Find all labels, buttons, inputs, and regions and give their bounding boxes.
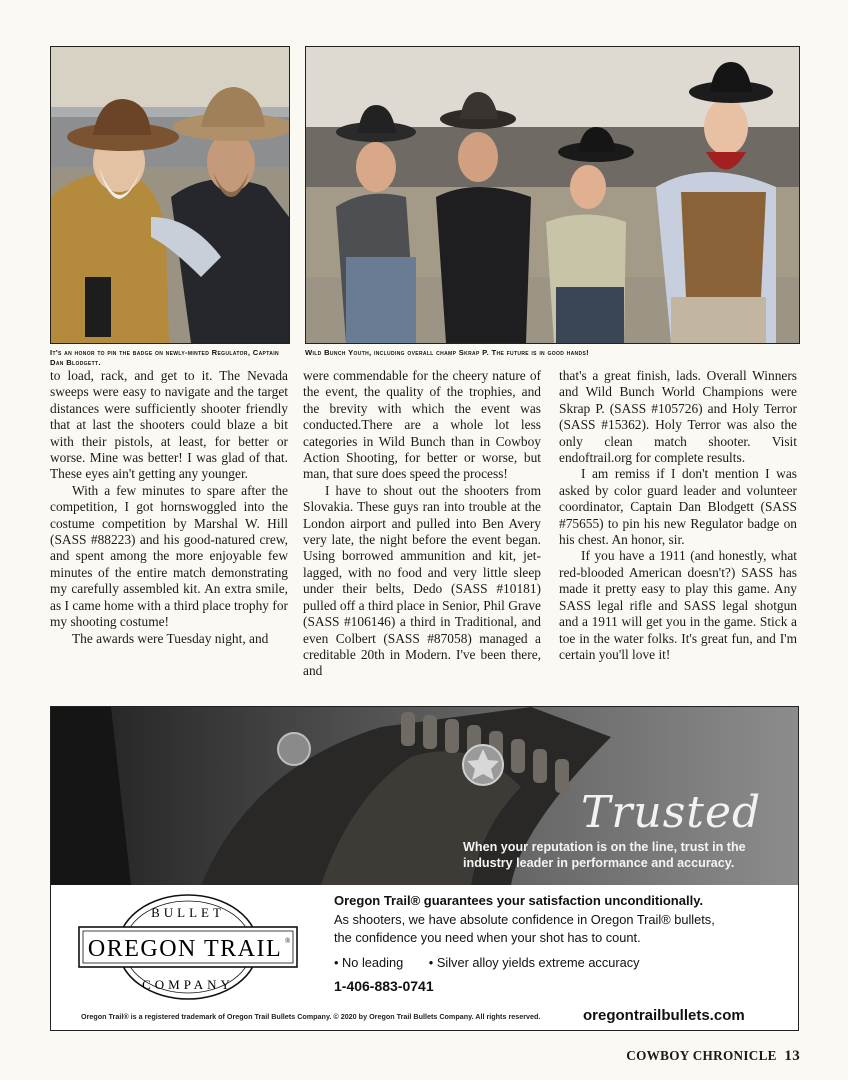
photo-caption-left: It's an honor to pin the badge on newly-minted Regulator, Captain Dan Blodgett. xyxy=(50,348,279,367)
article-paragraph: The awards were Tuesday night, and xyxy=(72,630,269,646)
ad-phone[interactable]: 1-406-883-0741 xyxy=(334,978,434,994)
article-paragraph: With a few minutes to spare after the competition, I got hornswoggled into the costume competition by Marshal W. Hill (SASS #88223) and his good-natured crew, and spent among the more enjoyable few minutes of the entire match demonstrating my carefully assembled kit. An extra smile, as I came home with a third place trophy for my shooting costume! xyxy=(50,482,288,630)
ad-guarantee: Oregon Trail® guarantees your satisfaction unconditionally. xyxy=(334,893,704,908)
ad-body-line-1: As shooters, we have absolute confidence in Oregon Trail® bullets, xyxy=(334,912,715,927)
ad-tagline-line-2: industry leader in performance and accuracy. xyxy=(463,856,735,870)
ad-tagline-line-1: When your reputation is on the line, trust in the xyxy=(463,840,746,854)
publication-name: COWBOY CHRONICLE xyxy=(626,1048,777,1063)
article-paragraph: to load, rack, and get to it. The Nevada sweeps were easy to navigate and the target distances were sufficiently shooter friendly that at last the shooters could blaze a bit with their pistols, at least, for better or worse. Mine was better! I was glad of that. These eyes ain't getting any younger. xyxy=(50,368,288,482)
ad-headline: Trusted xyxy=(581,787,762,838)
ad-website-link[interactable]: oregontrailbullets.com xyxy=(583,1007,745,1024)
ad-tagline xyxy=(463,839,783,871)
article-paragraph: I have to shout out the shooters from Slovakia. These guys ran into trouble at the London airport and pulled into Ben Avery very late, the night before the event began. Using borrowed ammunition and kit, jet-lagged, with no food and very little sleep under their belts, Dedo (SASS #10181) pulled off a third place in Senior, Phil Grave (SASS #106146) a third in Traditional, and even Colbert (SASS #87058) managed a creditable 20th in Modern. I've been there, and xyxy=(303,482,541,679)
page-number: 13 xyxy=(784,1048,800,1064)
ad-fine-print: Oregon Trail® is a registered trademark of Oregon Trail Bullets Company. © 2020 by Oregon Trail Bullets Company. All rights reserved. xyxy=(81,1012,541,1021)
photo-badge-pinning xyxy=(50,46,290,344)
article-paragraph: If you have a 1911 (and honestly, what red-blooded American doesn't?) SASS has made it pretty easy to play this game. Any SASS legal rifle and SASS legal shotgun and a 1911 will get you in the game. Stick a toe in the water folks. It's great fun, and I'm certain you'll love it! xyxy=(559,548,797,662)
logo-registered-mark: ® xyxy=(285,937,291,945)
article-column-1 xyxy=(50,368,288,647)
logo-bottom-text: COMPANY xyxy=(142,977,234,992)
ad-bullet-no-leading: • No leading xyxy=(334,955,404,970)
photo-wild-bunch-youth xyxy=(305,46,800,344)
article-column-3 xyxy=(559,368,797,663)
ad-body-line-2: the confidence you need when your shot has to count. xyxy=(334,930,641,945)
oregon-trail-logo xyxy=(73,891,303,1003)
page-footer xyxy=(626,1048,800,1065)
logo-top-text: BULLET xyxy=(151,905,225,920)
ad-bullets xyxy=(334,955,715,970)
article-paragraph: were commendable for the cheery nature of the event, the quality of the trophies, and the brevity with which the event was conducted.There are a whole lot less categories in Wild Bunch than in Cowboy Action Shooting, for better or worse, but man, that sure does speed the process! xyxy=(303,368,541,482)
ad-body xyxy=(334,893,715,994)
ad-bullet-silver-alloy: • Silver alloy yields extreme accuracy xyxy=(428,955,640,970)
photo-caption-right: Wild Bunch Youth, including overall champ Skrap P. The future is in good hands! xyxy=(305,348,590,357)
logo-main-text: OREGON TRAIL xyxy=(87,936,283,962)
article-column-2 xyxy=(303,368,541,680)
article-paragraph: I am remiss if I don't mention I was asked by color guard leader and volunteer coordinator, Captain Dan Blodgett (SASS #75655) to pin his new Regulator badge on his chest. An honor, sir. xyxy=(559,466,797,548)
article-paragraph: that's a great finish, lads. Overall Winners and Wild Bunch World Champions were Skrap P. (SASS #105726) and Holy Terror (SASS #15362). Holy Terror was also the only clean match shooter. Visit endoftrail.org for complete results. xyxy=(559,368,797,466)
oregon-trail-advertisement[interactable] xyxy=(50,706,799,1031)
